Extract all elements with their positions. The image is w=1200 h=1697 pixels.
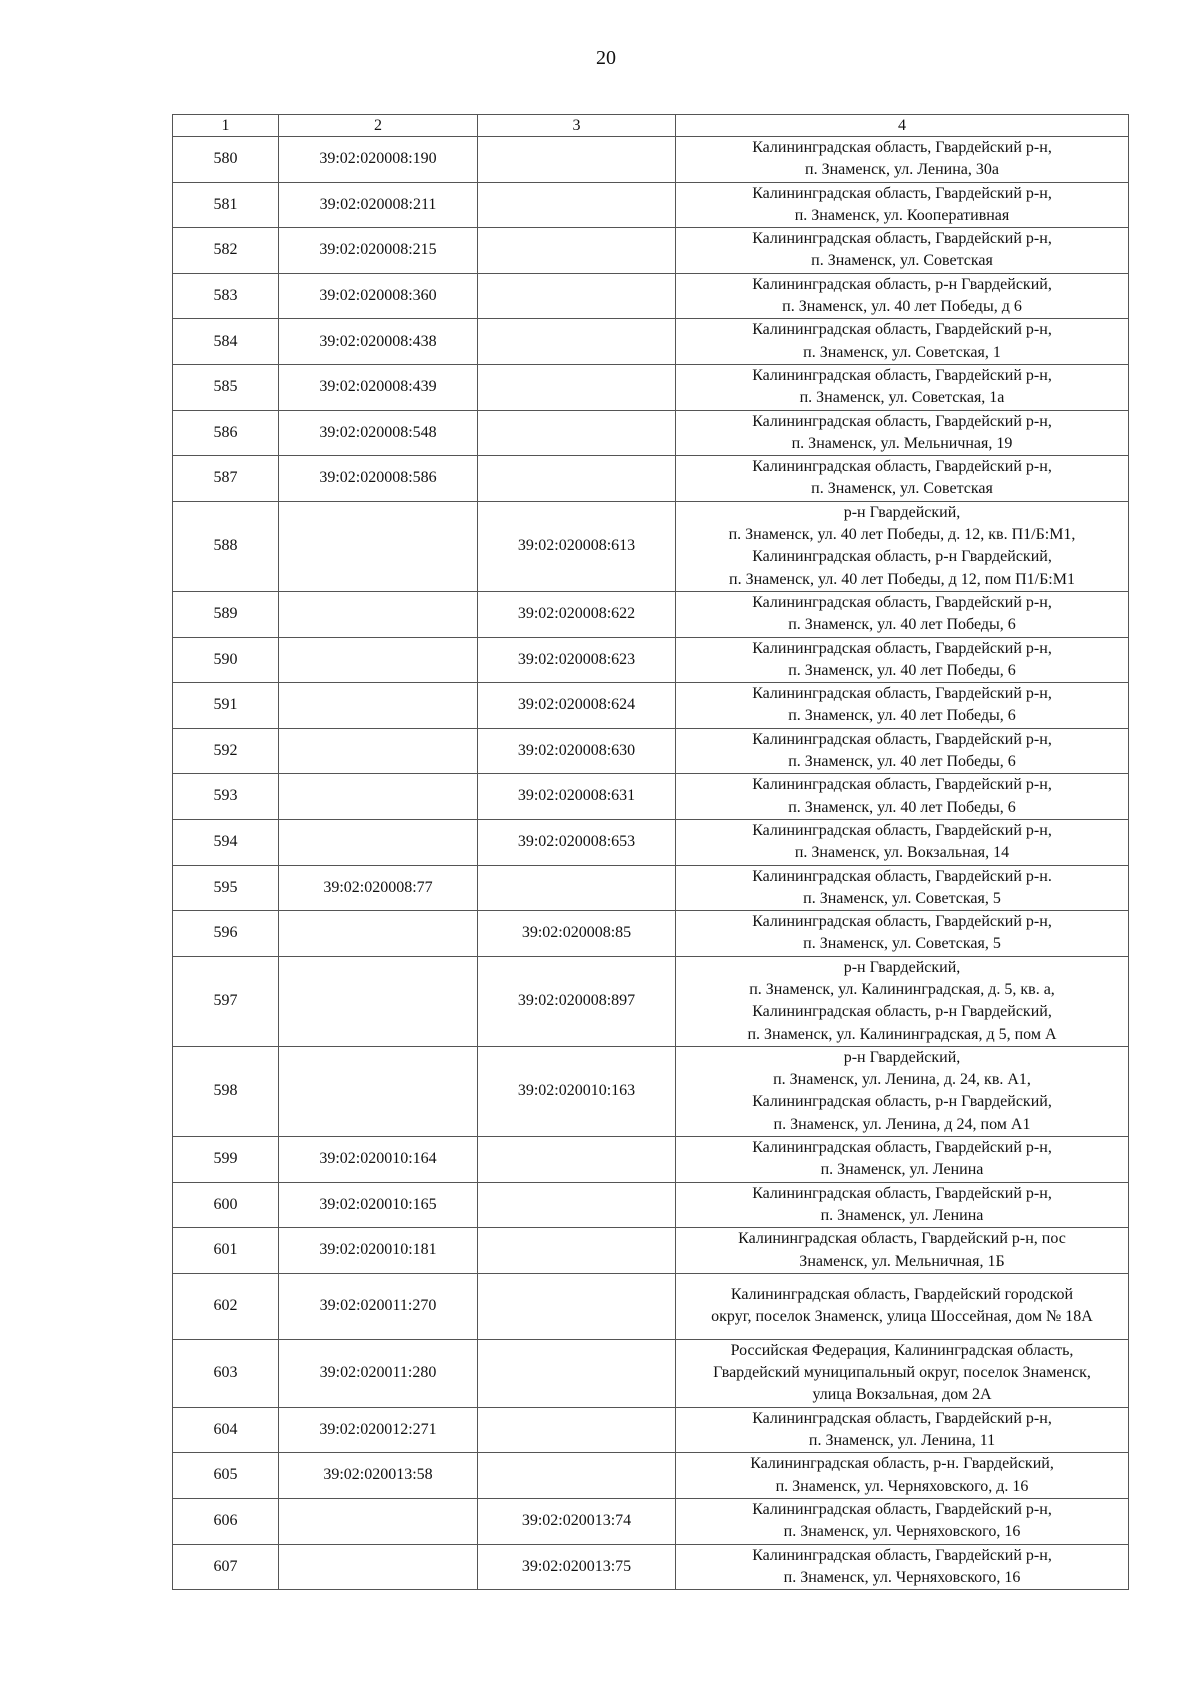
address-cell [676, 501, 1129, 591]
related-cadastral-number-cell: 39:02:020008:653 [478, 819, 676, 865]
address-cell [676, 637, 1129, 683]
related-cadastral-number-cell [478, 1228, 676, 1274]
table-row [173, 137, 1129, 183]
address-line: п. Знаменск, ул. Ленина [820, 1206, 984, 1224]
address-line: Калининградская область, р-н Гвардейский, [752, 1093, 1052, 1111]
row-number-cell: 599 [173, 1137, 279, 1183]
related-cadastral-number-cell: 39:02:020010:163 [478, 1046, 676, 1136]
related-cadastral-number-cell: 39:02:020008:622 [478, 591, 676, 637]
related-cadastral-number-cell: 39:02:020013:75 [478, 1544, 676, 1590]
address-line: п. Знаменск, ул. Советская, 1 [803, 343, 1001, 361]
address-line: п. Знаменск, ул. 40 лет Победы, 6 [788, 616, 1016, 634]
address-line: п. Знаменск, ул. Черняховского, 16 [783, 1568, 1021, 1586]
address-cell [676, 683, 1129, 729]
related-cadastral-number-cell [478, 1273, 676, 1339]
related-cadastral-number-cell: 39:02:020013:74 [478, 1498, 676, 1544]
cadastral-number-cell: 39:02:020008:190 [279, 137, 478, 183]
address-line: п. Знаменск, ул. 40 лет Победы, д 6 [782, 298, 1022, 316]
cadastral-number-cell [279, 911, 478, 957]
address-line: Калининградская область, Гвардейский р-н, [752, 821, 1052, 839]
related-cadastral-number-cell [478, 228, 676, 274]
address-cell [676, 1228, 1129, 1274]
address-line: п. Знаменск, ул. Калининградская, д 5, пом А [747, 1025, 1057, 1043]
address-cell [676, 1182, 1129, 1228]
related-cadastral-number-cell: 39:02:020008:631 [478, 774, 676, 820]
row-number-cell: 592 [173, 728, 279, 774]
address-line: Калининградская область, Гвардейский р-н, пос [738, 1230, 1066, 1248]
header-row [173, 115, 1129, 137]
address-cell [676, 456, 1129, 502]
address-line: п. Знаменск, ул. Советская [811, 252, 993, 270]
related-cadastral-number-cell [478, 1453, 676, 1499]
table-row [173, 1453, 1129, 1499]
registry-table [172, 114, 1129, 1590]
related-cadastral-number-cell [478, 137, 676, 183]
row-number-cell: 597 [173, 956, 279, 1046]
table-row [173, 182, 1129, 228]
table-row [173, 1228, 1129, 1274]
cadastral-number-cell: 39:02:020008:548 [279, 410, 478, 456]
address-cell [676, 1498, 1129, 1544]
table-row [173, 364, 1129, 410]
address-line: улица Вокзальная, дом 2А [812, 1386, 992, 1404]
row-number-cell: 593 [173, 774, 279, 820]
address-line: п. Знаменск, ул. Кооперативная [794, 206, 1010, 224]
address-line: п. Знаменск, ул. 40 лет Победы, д 12, пом П1/Б:М1 [729, 570, 1075, 588]
address-cell [676, 364, 1129, 410]
address-line: Калининградская область, Гвардейский р-н, [752, 639, 1052, 657]
cadastral-number-cell: 39:02:020008:215 [279, 228, 478, 274]
address-cell [676, 1273, 1129, 1339]
row-number-cell: 587 [173, 456, 279, 502]
row-number-cell: 604 [173, 1407, 279, 1453]
table-row [173, 1182, 1129, 1228]
address-line: Калининградская область, Гвардейский р-н, [752, 412, 1052, 430]
row-number-cell: 591 [173, 683, 279, 729]
related-cadastral-number-cell [478, 1407, 676, 1453]
row-number-cell: 589 [173, 591, 279, 637]
row-number-cell: 586 [173, 410, 279, 456]
page-number: 20 [596, 47, 616, 69]
address-line: п. Знаменск, ул. Ленина, 30а [805, 161, 999, 179]
table-row [173, 637, 1129, 683]
address-cell [676, 1046, 1129, 1136]
cadastral-number-cell: 39:02:020010:181 [279, 1228, 478, 1274]
address-line: п. Знаменск, ул. 40 лет Победы, д. 12, кв. П1/Б:М1, [728, 526, 1076, 544]
table-row [173, 1407, 1129, 1453]
row-number-cell: 600 [173, 1182, 279, 1228]
cadastral-number-cell [279, 1498, 478, 1544]
address-line: Калининградская область, Гвардейский р-н, [752, 184, 1052, 202]
address-line: Калининградская область, р-н Гвардейский, [752, 1003, 1052, 1021]
cadastral-number-cell [279, 637, 478, 683]
column-header-1: 1 [173, 115, 279, 137]
related-cadastral-number-cell: 39:02:020008:897 [478, 956, 676, 1046]
cadastral-number-cell [279, 819, 478, 865]
cadastral-number-cell: 39:02:020008:211 [279, 182, 478, 228]
table-row [173, 228, 1129, 274]
related-cadastral-number-cell [478, 1339, 676, 1407]
table-row [173, 1046, 1129, 1136]
row-number-cell: 590 [173, 637, 279, 683]
related-cadastral-number-cell [478, 1182, 676, 1228]
table-row [173, 456, 1129, 502]
column-header-4: 4 [676, 115, 1129, 137]
address-line: п. Знаменск, ул. 40 лет Победы, 6 [788, 798, 1016, 816]
address-line: Калининградская область, Гвардейский р-н, [752, 1546, 1052, 1564]
address-line: Калининградская область, Гвардейский городской [730, 1286, 1074, 1304]
address-line: Российская Федерация, Калининградская область, [730, 1341, 1074, 1359]
address-line: Калининградская область, Гвардейский р-н, [752, 1139, 1052, 1157]
table-row [173, 774, 1129, 820]
address-line: Калининградская область, Гвардейский р-н, [752, 366, 1052, 384]
address-line: Гвардейский муниципальный округ, поселок Знаменск, [713, 1364, 1091, 1382]
address-line: п. Знаменск, ул. Советская, 1а [799, 389, 1005, 407]
row-number-cell: 607 [173, 1544, 279, 1590]
address-line: Калининградская область, Гвардейский р-н, [752, 458, 1052, 476]
cadastral-number-cell: 39:02:020011:270 [279, 1273, 478, 1339]
cadastral-number-cell [279, 683, 478, 729]
address-line: п. Знаменск, ул. Черняховского, 16 [783, 1523, 1021, 1541]
address-line: п. Знаменск, ул. Черняховского, д. 16 [775, 1477, 1029, 1495]
address-line: п. Знаменск, ул. Ленина, д 24, пом А1 [773, 1115, 1031, 1133]
cadastral-number-cell: 39:02:020008:360 [279, 273, 478, 319]
column-header-2: 2 [279, 115, 478, 137]
address-cell [676, 956, 1129, 1046]
related-cadastral-number-cell [478, 1137, 676, 1183]
address-cell [676, 137, 1129, 183]
table-row [173, 819, 1129, 865]
address-line: р-н Гвардейский, [843, 1048, 961, 1066]
address-line: Калининградская область, Гвардейский р-н. [752, 867, 1052, 885]
table-body [173, 137, 1129, 1590]
table-row [173, 865, 1129, 911]
cadastral-number-cell: 39:02:020008:586 [279, 456, 478, 502]
address-line: Калининградская область, р-н Гвардейский, [752, 548, 1052, 566]
address-cell [676, 273, 1129, 319]
row-number-cell: 605 [173, 1453, 279, 1499]
address-line: Калининградская область, р-н. Гвардейский, [750, 1455, 1054, 1473]
table-row [173, 591, 1129, 637]
address-cell [676, 774, 1129, 820]
row-number-cell: 606 [173, 1498, 279, 1544]
related-cadastral-number-cell [478, 410, 676, 456]
table-row [173, 1498, 1129, 1544]
related-cadastral-number-cell: 39:02:020008:613 [478, 501, 676, 591]
row-number-cell: 582 [173, 228, 279, 274]
address-line: п. Знаменск, ул. 40 лет Победы, 6 [788, 661, 1016, 679]
address-cell [676, 182, 1129, 228]
address-line: Калининградская область, Гвардейский р-н, [752, 1500, 1052, 1518]
address-line: Калининградская область, Гвардейский р-н, [752, 321, 1052, 339]
row-number-cell: 598 [173, 1046, 279, 1136]
address-line: п. Знаменск, ул. 40 лет Победы, 6 [788, 707, 1016, 725]
table-row [173, 683, 1129, 729]
related-cadastral-number-cell [478, 364, 676, 410]
related-cadastral-number-cell [478, 865, 676, 911]
cadastral-number-cell: 39:02:020013:58 [279, 1453, 478, 1499]
cadastral-number-cell: 39:02:020012:271 [279, 1407, 478, 1453]
address-cell [676, 819, 1129, 865]
row-number-cell: 585 [173, 364, 279, 410]
address-line: п. Знаменск, ул. Советская, 5 [803, 935, 1001, 953]
address-line: округ, поселок Знаменск, улица Шоссейная, дом № 18А [711, 1308, 1093, 1326]
address-line: п. Знаменск, ул. Вокзальная, 14 [794, 844, 1010, 862]
address-cell [676, 228, 1129, 274]
cadastral-number-cell: 39:02:020010:165 [279, 1182, 478, 1228]
address-cell [676, 1407, 1129, 1453]
table-row [173, 273, 1129, 319]
related-cadastral-number-cell: 39:02:020008:630 [478, 728, 676, 774]
related-cadastral-number-cell: 39:02:020008:623 [478, 637, 676, 683]
related-cadastral-number-cell [478, 456, 676, 502]
table-row [173, 956, 1129, 1046]
address-line: п. Знаменск, ул. 40 лет Победы, 6 [788, 753, 1016, 771]
table-row [173, 1137, 1129, 1183]
address-cell [676, 1339, 1129, 1407]
cadastral-number-cell [279, 591, 478, 637]
address-cell [676, 410, 1129, 456]
address-cell [676, 1453, 1129, 1499]
address-cell [676, 1544, 1129, 1590]
address-line: Калининградская область, Гвардейский р-н, [752, 139, 1052, 156]
cadastral-number-cell: 39:02:020010:164 [279, 1137, 478, 1183]
address-line: Калининградская область, р-н Гвардейский, [752, 275, 1052, 293]
address-line: р-н Гвардейский, [843, 958, 961, 976]
related-cadastral-number-cell [478, 182, 676, 228]
row-number-cell: 588 [173, 501, 279, 591]
address-line: п. Знаменск, ул. Советская [811, 480, 993, 498]
cadastral-number-cell [279, 956, 478, 1046]
row-number-cell: 596 [173, 911, 279, 957]
row-number-cell: 584 [173, 319, 279, 365]
table-row [173, 1273, 1129, 1339]
table-row [173, 728, 1129, 774]
related-cadastral-number-cell: 39:02:020008:85 [478, 911, 676, 957]
address-line: п. Знаменск, ул. Ленина [820, 1161, 984, 1179]
cadastral-number-cell: 39:02:020008:77 [279, 865, 478, 911]
address-line: п. Знаменск, ул. Мельничная, 19 [791, 434, 1013, 452]
address-line: Калининградская область, Гвардейский р-н, [752, 1409, 1052, 1427]
address-line: Калининградская область, Гвардейский р-н, [752, 685, 1052, 703]
address-line: р-н Гвардейский, [843, 503, 961, 521]
cadastral-number-cell: 39:02:020008:439 [279, 364, 478, 410]
cadastral-number-cell [279, 728, 478, 774]
address-line: Калининградская область, Гвардейский р-н, [752, 1184, 1052, 1202]
address-line: Калининградская область, Гвардейский р-н, [752, 593, 1052, 611]
row-number-cell: 595 [173, 865, 279, 911]
column-header-3: 3 [478, 115, 676, 137]
table-row [173, 911, 1129, 957]
cadastral-number-cell: 39:02:020008:438 [279, 319, 478, 365]
cadastral-number-cell [279, 501, 478, 591]
address-cell [676, 865, 1129, 911]
cadastral-number-cell: 39:02:020011:280 [279, 1339, 478, 1407]
row-number-cell: 581 [173, 182, 279, 228]
table-row [173, 1544, 1129, 1590]
related-cadastral-number-cell [478, 319, 676, 365]
address-line: Калининградская область, Гвардейский р-н, [752, 730, 1052, 748]
address-line: Калининградская область, Гвардейский р-н, [752, 913, 1052, 931]
address-line: п. Знаменск, ул. Калининградская, д. 5, кв. а, [749, 980, 1055, 998]
related-cadastral-number-cell [478, 273, 676, 319]
address-line: п. Знаменск, ул. Ленина, 11 [808, 1432, 996, 1450]
row-number-cell: 602 [173, 1273, 279, 1339]
address-cell [676, 319, 1129, 365]
table-row [173, 501, 1129, 591]
address-line: Калининградская область, Гвардейский р-н, [752, 230, 1052, 248]
address-cell [676, 1137, 1129, 1183]
cadastral-number-cell [279, 1046, 478, 1136]
address-line: Калининградская область, Гвардейский р-н, [752, 776, 1052, 794]
row-number-cell: 583 [173, 273, 279, 319]
table-row [173, 1339, 1129, 1407]
table-row [173, 319, 1129, 365]
row-number-cell: 594 [173, 819, 279, 865]
address-line: п. Знаменск, ул. Советская, 5 [803, 889, 1001, 907]
cadastral-number-cell [279, 774, 478, 820]
address-cell [676, 591, 1129, 637]
address-line: Знаменск, ул. Мельничная, 1Б [799, 1252, 1005, 1270]
address-cell [676, 728, 1129, 774]
row-number-cell: 580 [173, 137, 279, 183]
related-cadastral-number-cell: 39:02:020008:624 [478, 683, 676, 729]
row-number-cell: 603 [173, 1339, 279, 1407]
table-row [173, 410, 1129, 456]
cadastral-number-cell [279, 1544, 478, 1590]
row-number-cell: 601 [173, 1228, 279, 1274]
address-line: п. Знаменск, ул. Ленина, д. 24, кв. А1, [773, 1071, 1031, 1089]
address-cell [676, 911, 1129, 957]
